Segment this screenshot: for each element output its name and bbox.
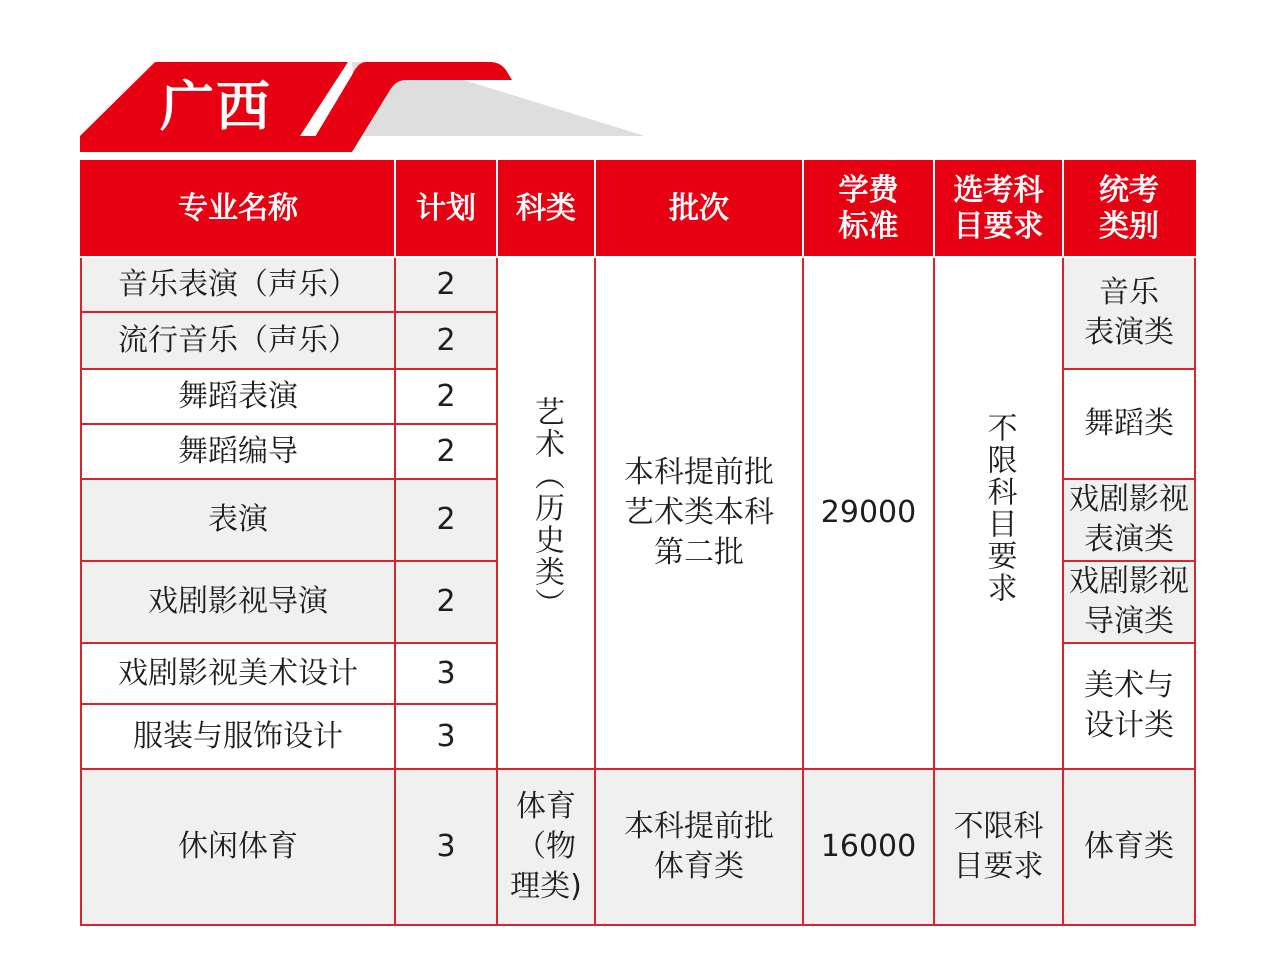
batch-sport-line1: 本科提前批 (624, 809, 774, 844)
header-subjects (934, 161, 1063, 257)
subjects-art-text: 不限科目要求 (981, 411, 1017, 604)
plan-count: 2 (395, 479, 497, 561)
batch-art-line1: 本科提前批 (624, 455, 774, 490)
tuition-sport: 16000 (803, 769, 934, 925)
batch-sport (595, 769, 803, 925)
exam-type-drama-performance-line1: 戏剧影视 (1069, 482, 1189, 517)
banner-shape (0, 0, 700, 160)
major-name: 舞蹈表演 (81, 369, 395, 424)
header-batch: 批次 (595, 161, 803, 257)
header-exam-type-line2: 类别 (1099, 209, 1159, 244)
table-row (81, 257, 1195, 312)
header-tuition (803, 161, 934, 257)
plan-count: 3 (395, 643, 497, 704)
plan-count: 2 (395, 257, 497, 312)
exam-type-drama-performance-line2: 表演类 (1084, 522, 1174, 557)
major-name: 流行音乐（声乐） (81, 312, 395, 369)
major-name: 服装与服饰设计 (81, 704, 395, 769)
region-title: 广西 (160, 75, 272, 138)
exam-type-art-design-line1: 美术与 (1084, 668, 1174, 703)
batch-art (595, 257, 803, 769)
header-subjects-line1: 选考科 (953, 173, 1044, 208)
plan-count: 2 (395, 312, 497, 369)
category-sport-line2: （物 (516, 829, 576, 864)
header-subjects-line2: 目要求 (953, 209, 1044, 244)
subjects-sport (934, 769, 1063, 925)
header-plan: 计划 (395, 161, 497, 257)
exam-type-drama-performance (1063, 479, 1195, 561)
plan-count: 2 (395, 561, 497, 643)
admissions-table (80, 160, 1196, 926)
major-name: 表演 (81, 479, 395, 561)
category-sport-line1: 体育 (516, 789, 576, 824)
batch-art-line2: 艺术类本科 (624, 495, 774, 530)
batch-art-line3: 第二批 (654, 535, 744, 570)
tuition-art: 29000 (803, 257, 934, 769)
header-major: 专业名称 (81, 161, 395, 257)
exam-type-drama-directing-line1: 戏剧影视 (1069, 564, 1189, 599)
major-name: 戏剧影视美术设计 (81, 643, 395, 704)
header-row (81, 161, 1195, 257)
header-category: 科类 (497, 161, 595, 257)
category-sport (497, 769, 595, 925)
plan-count: 3 (395, 704, 497, 769)
batch-sport-line2: 体育类 (654, 849, 744, 884)
subjects-sport-line2: 目要求 (953, 849, 1044, 884)
exam-type-drama-directing (1063, 561, 1195, 643)
category-art (497, 257, 595, 769)
major-name: 休闲体育 (81, 769, 395, 925)
exam-type-music-line2: 表演类 (1084, 315, 1174, 350)
category-art-text: 艺术（历史类） (529, 395, 564, 620)
header-exam-type-line1: 统考 (1099, 173, 1159, 208)
subjects-art (934, 257, 1063, 769)
major-name: 戏剧影视导演 (81, 561, 395, 643)
exam-type-music (1063, 257, 1195, 369)
exam-type-art-design (1063, 643, 1195, 769)
category-sport-line3: 理类) (510, 869, 582, 904)
region-banner (0, 0, 700, 160)
header-tuition-line1: 学费 (838, 173, 899, 208)
plan-count: 3 (395, 769, 497, 925)
exam-type-dance: 舞蹈类 (1063, 369, 1195, 479)
exam-type-sport: 体育类 (1063, 769, 1195, 925)
header-exam-type (1063, 161, 1195, 257)
exam-type-art-design-line2: 设计类 (1084, 708, 1174, 743)
subjects-sport-line1: 不限科 (953, 809, 1044, 844)
plan-count: 2 (395, 369, 497, 424)
exam-type-drama-directing-line2: 导演类 (1084, 604, 1174, 639)
major-name: 舞蹈编导 (81, 424, 395, 479)
major-name: 音乐表演（声乐） (81, 257, 395, 312)
table-row (81, 769, 1195, 925)
plan-count: 2 (395, 424, 497, 479)
exam-type-music-line1: 音乐 (1099, 275, 1159, 310)
header-tuition-line2: 标准 (838, 209, 899, 244)
